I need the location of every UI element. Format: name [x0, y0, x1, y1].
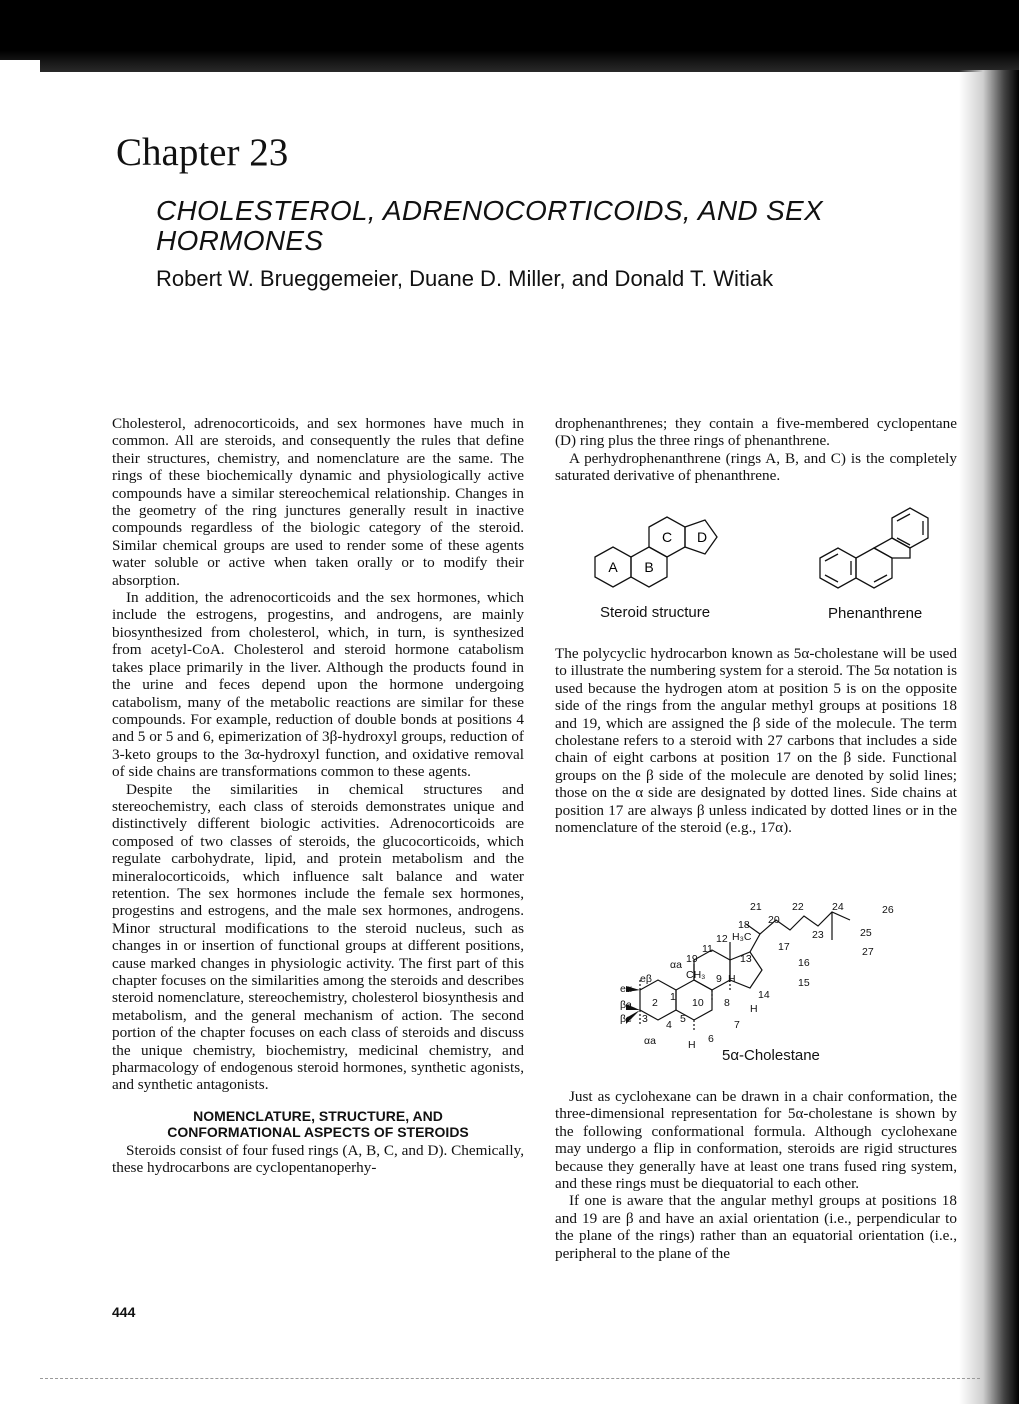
- equatorial-alpha-label: eα: [620, 983, 632, 995]
- scan-shadow-right: [959, 70, 1019, 1404]
- scan-page-corner: [0, 60, 40, 100]
- atom-label-17: 17: [778, 941, 790, 953]
- cholestane-caption: 5α-Cholestane: [722, 1047, 820, 1064]
- atom-label-2: 2: [652, 997, 658, 1009]
- ring-label-d: D: [696, 529, 708, 545]
- equatorial-beta-label: eβ: [640, 973, 652, 985]
- atom-label-9: 9: [716, 973, 722, 985]
- atom-label-8: 8: [724, 997, 730, 1009]
- right-column-top: [555, 415, 957, 485]
- atom-label-1: 1: [670, 991, 676, 1003]
- hydrogen-label-9: H: [728, 973, 736, 985]
- right-column-bottom: [555, 1088, 957, 1262]
- atom-label-4: 4: [666, 1019, 672, 1031]
- paragraph: Just as cyclohexane can be drawn in a chair conformation, the three-dimensional representation for 5α-cholestane is shown by the following conformational formula. Although cyclohexane may undergo a flip in conformation, steroids are rigid structures because they generally have at least one trans fused ring system, and these rings must be diequatorial to each other.: [555, 1088, 957, 1193]
- atom-label-5: 5: [680, 1013, 686, 1025]
- atom-label-15: 15: [798, 977, 810, 989]
- paragraph: A perhydrophenanthrene (rings A, B, and C) is the completely saturated derivative of phenanthrene.: [555, 449, 957, 485]
- atom-label-26: 26: [882, 904, 894, 916]
- paragraph: If one is aware that the angular methyl groups at positions 18 and 19 are β and have an axial orientation (i.e., perpendicular to the plane of the rings) rather than an equatorial orientation (i.e., peripheral to the plane of the: [555, 1192, 957, 1262]
- paragraph: Despite the similarities in chemical structures and stereochemistry, each class of steroids demonstrates unique and distinctively different biologic activities. Adrenocorticoids are composed of two classes of steroids, the glucocorticoids, which regulate carbohydrate, lipid, and protein metabolism and the mineralocorticoids, which influence salt balance and water retention. The sex hormones include the female sex hormones, progestins and estrogens, and the male sex hormones, androgens. Minor structural modifications to the steroid nucleus, such as changes in or insertion of functional groups at different positions, cause marked changes in physiologic activity. The first part of this chapter focuses on the similarities among the steroids and describes steroid nomenclature, stereochemistry, cholesterol biosynthesis and metabolism, and the general mechanism of action. The second portion of the chapter focuses on each class of steroids and discuss the unique chemistry, biochemistry, medicinal chemistry, and pharmacology of endogenous steroid hormones, synthetic agonists, and synthetic antagonists.: [112, 780, 524, 1094]
- atom-label-16: 16: [798, 957, 810, 969]
- atom-label-12: 12: [716, 933, 728, 945]
- chapter-title: CHOLESTEROL, ADRENOCORTICOIDS, AND SEX HORMONES: [156, 195, 823, 256]
- chapter-authors: Robert W. Brueggemeier, Duane D. Miller, and Donald T. Witiak: [156, 266, 774, 291]
- atom-label-25: 25: [860, 927, 872, 939]
- atom-label-7: 7: [734, 1019, 740, 1031]
- steroid-structure-figure: [585, 500, 755, 620]
- phenanthrene-figure: [812, 500, 952, 620]
- axial-alpha-label: αa: [670, 959, 682, 971]
- hydrogen-label-5: H: [688, 1039, 696, 1051]
- phenanthrene-caption: Phenanthrene: [828, 605, 923, 622]
- scan-bottom-edge: [40, 1378, 980, 1379]
- atom-label-22: 22: [792, 901, 804, 913]
- chapter-label: Chapter 23: [116, 131, 289, 174]
- atom-label-24: 24: [832, 901, 844, 913]
- section-heading-line: NOMENCLATURE, STRUCTURE, AND: [193, 1107, 443, 1124]
- methyl-label-18: H₃C: [732, 931, 752, 943]
- atom-label-3: 3: [642, 1013, 648, 1025]
- ring-label-c: C: [661, 529, 673, 545]
- atom-label-18: 18: [738, 919, 750, 931]
- atom-label-10: 10: [692, 997, 704, 1009]
- atom-label-27: 27: [862, 946, 874, 958]
- atom-label-11: 11: [702, 943, 713, 955]
- hydrogen-label-14: H: [750, 1003, 758, 1015]
- section-heading: [112, 1108, 524, 1140]
- methyl-label-19: CH₃: [686, 969, 706, 981]
- steroid-caption: Steroid structure: [600, 604, 711, 621]
- scan-shadow-top: [0, 0, 1019, 72]
- ring-label-a: A: [608, 559, 618, 575]
- atom-label-23: 23: [812, 929, 824, 941]
- atom-label-13: 13: [740, 953, 752, 965]
- right-column-middle: [555, 645, 957, 836]
- atom-label-6: 6: [708, 1033, 714, 1045]
- page-number: 444: [112, 1304, 136, 1320]
- atom-label-21: 21: [750, 901, 762, 913]
- paragraph: The polycyclic hydrocarbon known as 5α-cholestane will be used to illustrate the numbering system for a steroid. The 5α notation is used because the hydrogen atom at position 5 is on the opposite side of the rings from the angular methyl groups at positions 18 and 19, which are assigned the β side of the molecule. The term cholestane refers to a steroid with 27 carbons that includes a side chain of eight carbons at position 17 on the β side. Functional groups on the β side of the molecule are denoted by solid lines; those on the α side are designated by dotted lines. Side chains at position 17 are always β unless indicated by dotted lines or in the nomenclature of the steroid (e.g., 17α).: [555, 645, 957, 837]
- axial-alpha-label-3: αa: [644, 1035, 656, 1047]
- axial-beta-label: βa: [620, 999, 632, 1011]
- cholestane-figure: [600, 890, 900, 1070]
- left-column: [112, 415, 524, 1177]
- atom-label-20: 20: [768, 914, 780, 926]
- atom-label-14: 14: [758, 989, 770, 1001]
- paragraph: Cholesterol, adrenocorticoids, and sex hormones have much in common. All are steroids, and consequently the rules that define their structures, chemistry, and nomenclature are the same. The rings of these biochemically dynamic and physiologically active compounds have a similar stereochemical relationship. Changes in the geometry of the ring junctures generally result in inactive compounds regardless of the biologic category of the steroid. Similar chemical groups are used to render some of these agents water soluble or active when taken orally or to modify their absorption.: [112, 415, 524, 589]
- paragraph: Steroids consist of four fused rings (A, B, C, and D). Chemically, these hydrocarbons are cyclopentanoperhy-: [112, 1141, 524, 1177]
- section-heading-line: CONFORMATIONAL ASPECTS OF STEROIDS: [167, 1123, 469, 1140]
- paragraph: In addition, the adrenocorticoids and the sex hormones, which include the estrogens, progestins, and androgens, are mainly biosynthesized from cholesterol, which, in turn, is synthesized from acetyl-CoA. Cholesterol and steroid hormone catabolism takes place primarily in the liver. Although the products found in the urine and feces depend upon the hormone undergoing catabolism, many of the metabolic reactions are similar for these compounds. For example, reduction of double bonds at positions 4 and 5 or 5 and 6, epimerization of 3β-hydroxyl groups, reduction of 3-keto groups to the 3α-hydroxyl function, and oxidative removal of side chains are transformations common to these agents.: [112, 589, 524, 781]
- atom-label-19: 19: [686, 953, 698, 965]
- ring-label-b: B: [644, 559, 654, 575]
- equatorial-beta-label-3: βe: [620, 1013, 632, 1025]
- paragraph: drophenanthrenes; they contain a five-membered cyclopentane (D) ring plus the three rings of phenanthrene.: [555, 415, 957, 450]
